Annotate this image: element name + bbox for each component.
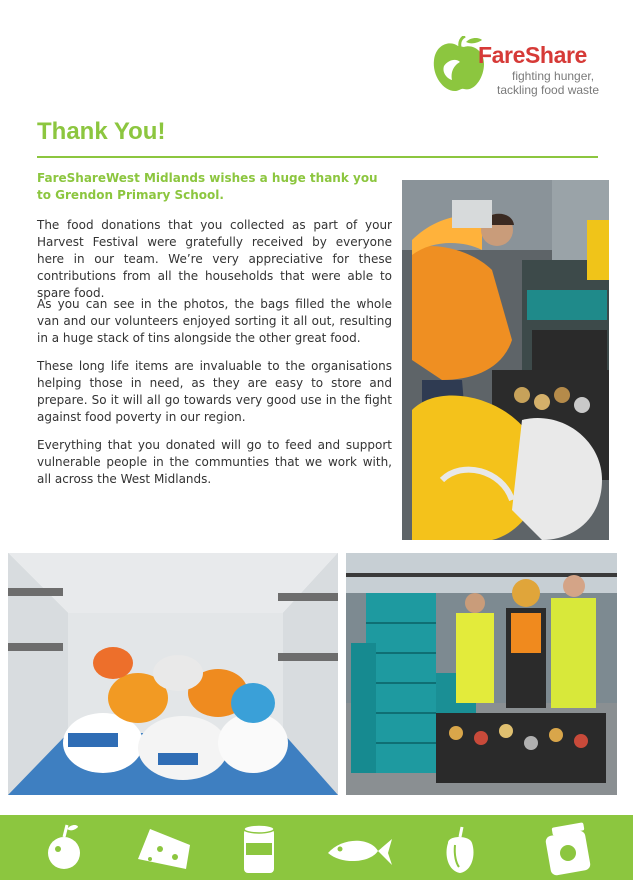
tagline-line1: fighting hunger, bbox=[512, 69, 595, 83]
cheese-icon bbox=[138, 829, 190, 869]
team-with-crates-photo bbox=[346, 553, 617, 795]
tagline-line2: tackling food waste bbox=[497, 83, 600, 97]
pepper-icon bbox=[447, 827, 474, 873]
intro-text: FareShareWest Midlands wishes a huge thank you to Grendon Primary School. bbox=[37, 171, 378, 202]
volunteers-sorting-photo bbox=[402, 180, 609, 540]
page-title: Thank You! bbox=[37, 118, 166, 145]
paragraph-1: The food donations that you collected as part of your Harvest Festival were gratefully received by everyone here in our team. We’re very appreciative for these contributions from all the households that were able to spare food. bbox=[37, 218, 392, 300]
apple-icon bbox=[48, 825, 80, 869]
paragraph-2: As you can see in the photos, the bags filled the whole van and our volunteers enjoyed sorting it all out, resulting in a huge stack of tins alongside the other great food. bbox=[37, 297, 392, 345]
paragraph-3: These long life items are invaluable to the organisations helping those in need, as they are easy to store and prepare. So it will all go towards very good use in the fight against food poverty in our region. bbox=[37, 359, 392, 424]
brand-name: FareShare bbox=[478, 42, 587, 68]
jar-icon bbox=[545, 822, 591, 876]
fish-icon bbox=[328, 839, 392, 865]
fareshare-logo bbox=[430, 36, 600, 100]
paragraph-4: Everything that you donated will go to feed and support vulnerable people in the communties that we work with, all across the West Midlands. bbox=[37, 438, 392, 486]
title-divider bbox=[37, 156, 598, 158]
tin-can-icon bbox=[244, 825, 274, 873]
van-donations-photo bbox=[8, 553, 338, 795]
footer-band bbox=[0, 815, 633, 880]
